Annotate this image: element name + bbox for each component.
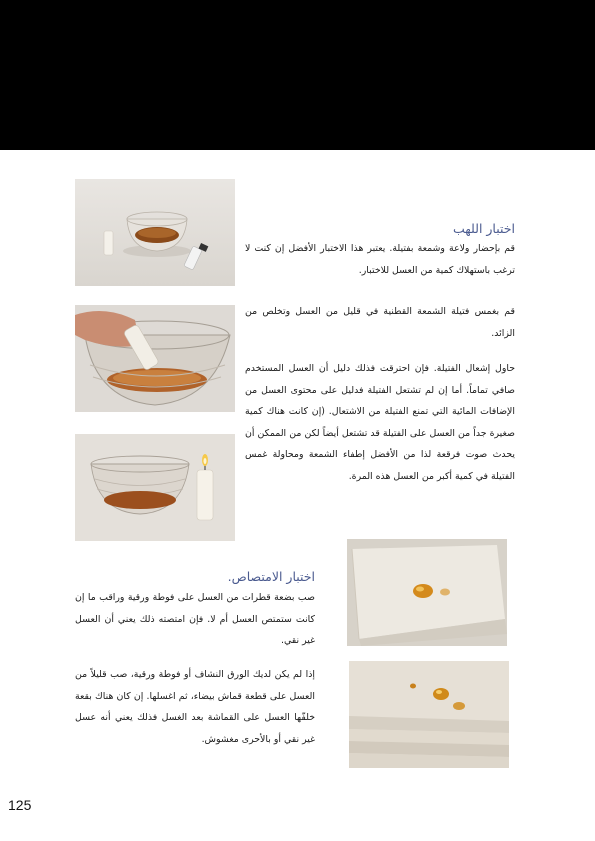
photo-honey-drops-cloth xyxy=(349,661,509,768)
paragraph: إذا لم يكن لديك الورق النشاف أو فوطة ورقية، صب قليلاً من العسل على قطعة قماش بيضاء، ثم اغسلها. إن كان هناك بقعة خلفّها العسل على القماشة بعد الغسل فذلك يعني أنه عسل غير نقي أو بالأحرى مغشوش. xyxy=(75,669,315,745)
page-number: 125 xyxy=(8,797,32,813)
section-heading-absorption-test: اختبار الامتصاص. xyxy=(227,569,315,584)
photo-dipping-wick xyxy=(75,305,235,412)
paragraph: قم بغمس فتيلة الشمعة القطنية في قليل من العسل وتخلص من الزائد. xyxy=(245,306,515,339)
photo-honey-drops-paper-towel xyxy=(347,539,507,646)
paragraph: قم بإحضار ولاعة وشمعة بفتيلة. يعتبر هذا الاختبار الأفضل إن كنت لا ترغب باستهلاك كمية من العسل للاختبار. xyxy=(245,243,515,276)
section-heading-flame-test: اختبار اللهب xyxy=(452,221,515,236)
paragraph: حاول إشعال الفتيلة. فإن احترقت فذلك دليل أن العسل المستخدم صافي تماماً. أما إن لم تشتعل الفتيلة فدليل على محتوى العسل من الإضافات المائية التي تمنع الفتيلة من الاشتعال. (إن كانت هناك كمية صغيرة جداً من العسل على الفتيلة قد تشتعل أيضاً لكن من الممكن أن يحدث صوت فرقعة لذا من الأفضل إطفاء الشمعة ومحاولة غمس الفتيلة في كمية أكبر من العسل هذه المرة. xyxy=(245,363,515,482)
header-band xyxy=(0,0,595,150)
paragraph: صب بضعة قطرات من العسل على فوطة ورقية وراقب ما إن كانت ستمتص العسل أم لا. فإن امتصته ذلك يعني أن العسل غير نقي. xyxy=(75,592,315,646)
photo-lit-candle-bowl xyxy=(75,434,235,541)
photo-honey-bowl-candle-lighter xyxy=(75,179,235,286)
